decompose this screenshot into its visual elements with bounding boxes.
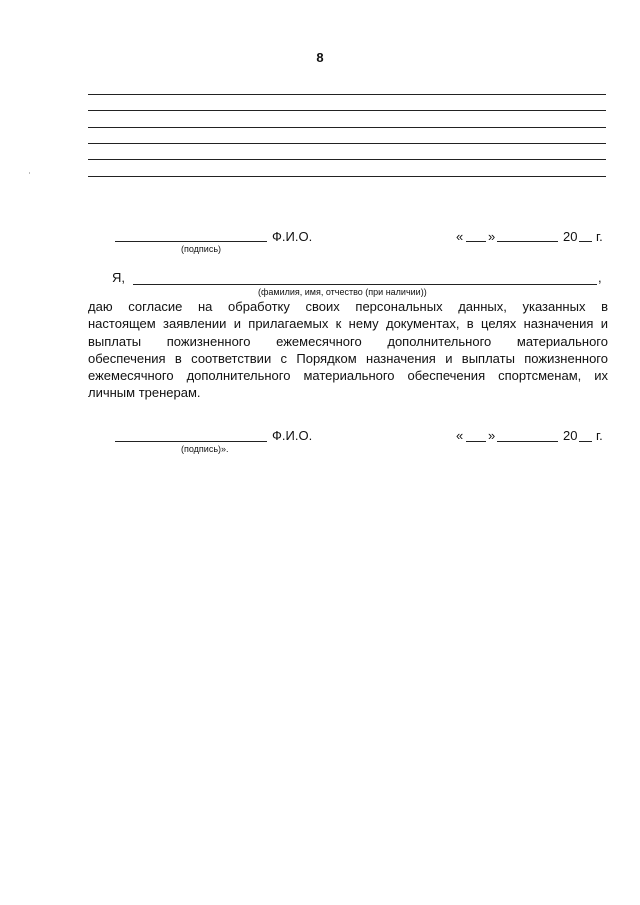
fio-label: Ф.И.О. <box>272 428 313 443</box>
blank-text-line[interactable] <box>88 143 606 144</box>
declarant-trailing-comma: , <box>598 270 602 285</box>
quote-close: » <box>488 428 496 443</box>
day-field[interactable] <box>466 241 486 242</box>
signature-caption: (подпись)». <box>181 444 229 454</box>
blank-text-line[interactable] <box>88 110 606 111</box>
year-field[interactable] <box>579 241 592 242</box>
consent-paragraph <box>88 298 608 402</box>
full-name-caption: (фамилия, имя, отчество (при наличии)) <box>258 287 427 297</box>
declarant-prefix: Я, <box>112 270 125 285</box>
month-field[interactable] <box>497 441 558 442</box>
blank-text-line[interactable] <box>88 176 606 177</box>
full-name-field[interactable] <box>133 284 597 285</box>
consent-line: обеспечения в соответствии с Порядком назначения и выплаты пожизненного <box>88 350 608 366</box>
consent-line: даю согласие на обработку своих персональных данных, указанных в <box>88 299 608 314</box>
year-prefix: 20 <box>563 229 578 244</box>
blank-text-line[interactable] <box>88 127 606 128</box>
month-field[interactable] <box>497 241 558 242</box>
year-prefix: 20 <box>563 428 578 443</box>
scan-mark <box>29 172 30 174</box>
consent-line: ежемесячного дополнительного материального обеспечения спортсменам, их <box>88 368 608 384</box>
signature-caption: (подпись) <box>181 244 222 254</box>
consent-line: настоящем заявлении и прилагаемых к нему документах, в целях назначения и <box>88 316 608 332</box>
consent-line: личным тренерам. <box>88 385 201 401</box>
year-suffix: г. <box>596 428 603 443</box>
signature-line[interactable] <box>115 241 267 242</box>
signature-line[interactable] <box>115 441 267 442</box>
consent-line: выплаты пожизненного ежемесячного дополнительного материального <box>88 333 608 349</box>
quote-open: « <box>456 428 464 443</box>
day-field[interactable] <box>466 441 486 442</box>
year-suffix: г. <box>596 229 603 244</box>
year-field[interactable] <box>579 441 592 442</box>
quote-open: « <box>456 229 464 244</box>
blank-text-line[interactable] <box>88 159 606 160</box>
quote-close: » <box>488 229 496 244</box>
page-number: 8 <box>316 50 324 65</box>
blank-text-line[interactable] <box>88 94 606 95</box>
fio-label: Ф.И.О. <box>272 229 313 244</box>
